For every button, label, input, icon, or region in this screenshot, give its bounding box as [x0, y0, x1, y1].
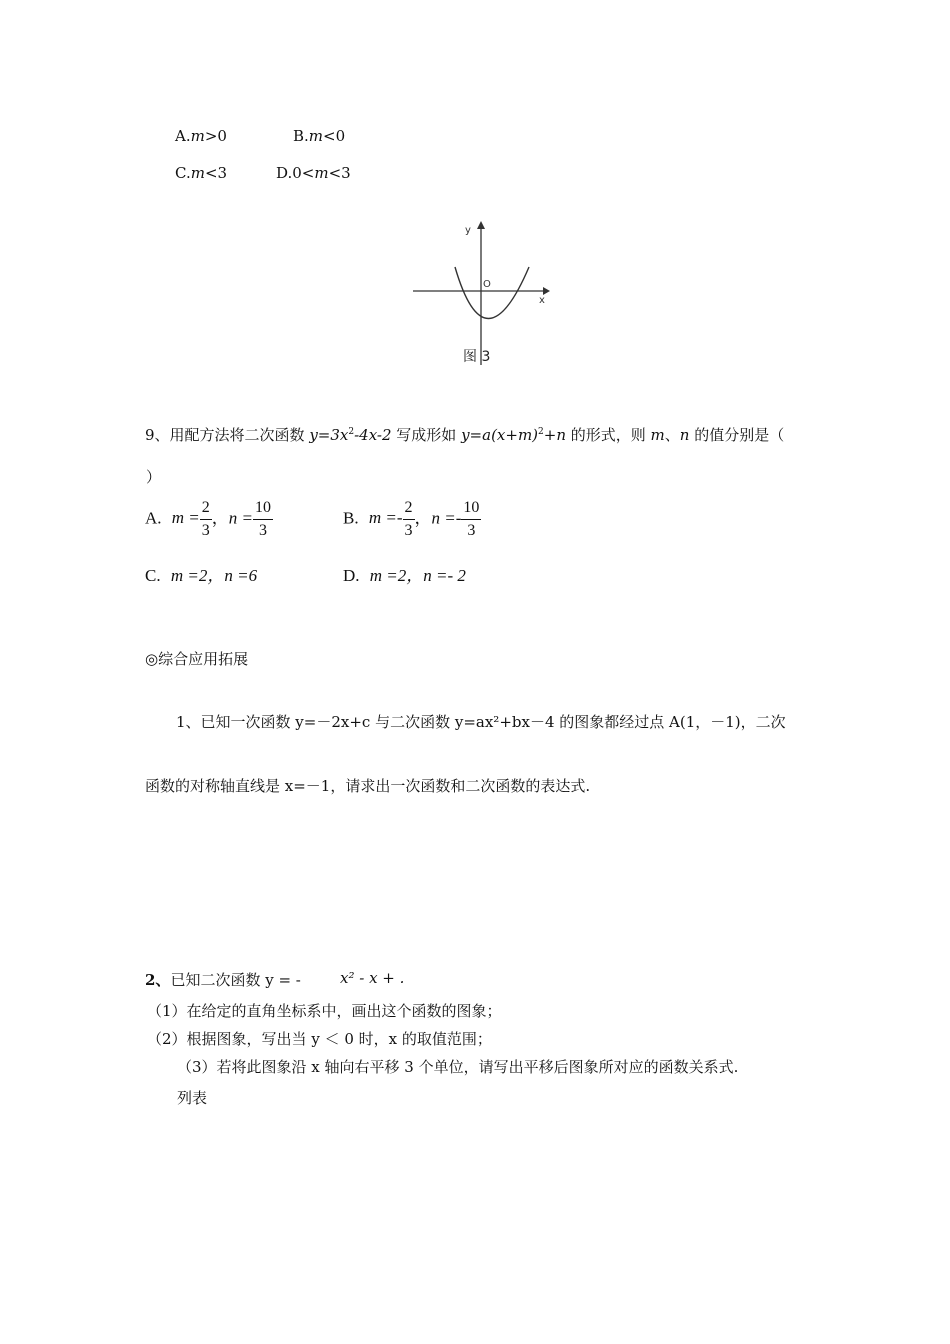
parabola-figure [405, 215, 555, 375]
problem-2-expression-tail: x² - x + . [340, 969, 405, 987]
q8-option-c: C.m<3 [175, 164, 228, 182]
q8-option-b: B.m<0 [293, 127, 346, 145]
parabola-curve [455, 267, 529, 319]
q8-option-a: A.m>0 [175, 127, 227, 145]
q9-option-c: C. m =2，n =6 [145, 566, 258, 585]
problem-2-heading: 2、已知二次函数 y = - [145, 971, 301, 989]
q9-option-b: B. m =- $\frac{2}{3}$ ，n =- $\frac{10}{3}$ [343, 499, 480, 539]
y-axis-label: y [465, 225, 471, 236]
q8-option-d: D.0<m<3 [276, 164, 351, 182]
problem-2-step-3: （3）若将此图象沿 x 轴向右平移 3 个单位，请写出平移后图象所对应的函数关系式. [177, 1058, 739, 1076]
q9-close-paren: ） [146, 468, 162, 486]
problem-2-table-label: 列表 [177, 1089, 208, 1107]
q9-option-d: D. m =2，n =- 2 [343, 566, 466, 585]
section-title: ◎综合应用拓展 [145, 650, 249, 668]
x-axis-arrow [543, 287, 550, 295]
problem-2-step-1: （1）在给定的直角坐标系中，画出这个函数的图象； [147, 1002, 502, 1020]
origin-label: O [483, 279, 491, 290]
problem-1-line-2: 函数的对称轴直线是 x=－1，请求出一次函数和二次函数的表达式. [145, 777, 591, 795]
q9-option-a: A. m = $\frac{2}{3}$ ，n = $\frac{10}{3}$ [145, 499, 272, 539]
x-axis-label: x [539, 295, 545, 306]
figure-caption: 图 3 [463, 349, 491, 365]
problem-2-step-2: （2）根据图象，写出当 y ＜ 0 时，x 的取值范围； [147, 1030, 492, 1048]
y-axis-arrow [477, 221, 485, 229]
q9-stem: 9、用配方法将二次函数 $y=3x^2-4x-2$ 写成形如 $y=a(x+m)^2+n$ 的形式，则 m、n 的值分别是（ [145, 426, 785, 444]
problem-1-line-1: 1、已知一次函数 y=－2x+c 与二次函数 y=ax²+bx－4 的图象都经过点 A(1，－1)，二次 [176, 713, 786, 731]
